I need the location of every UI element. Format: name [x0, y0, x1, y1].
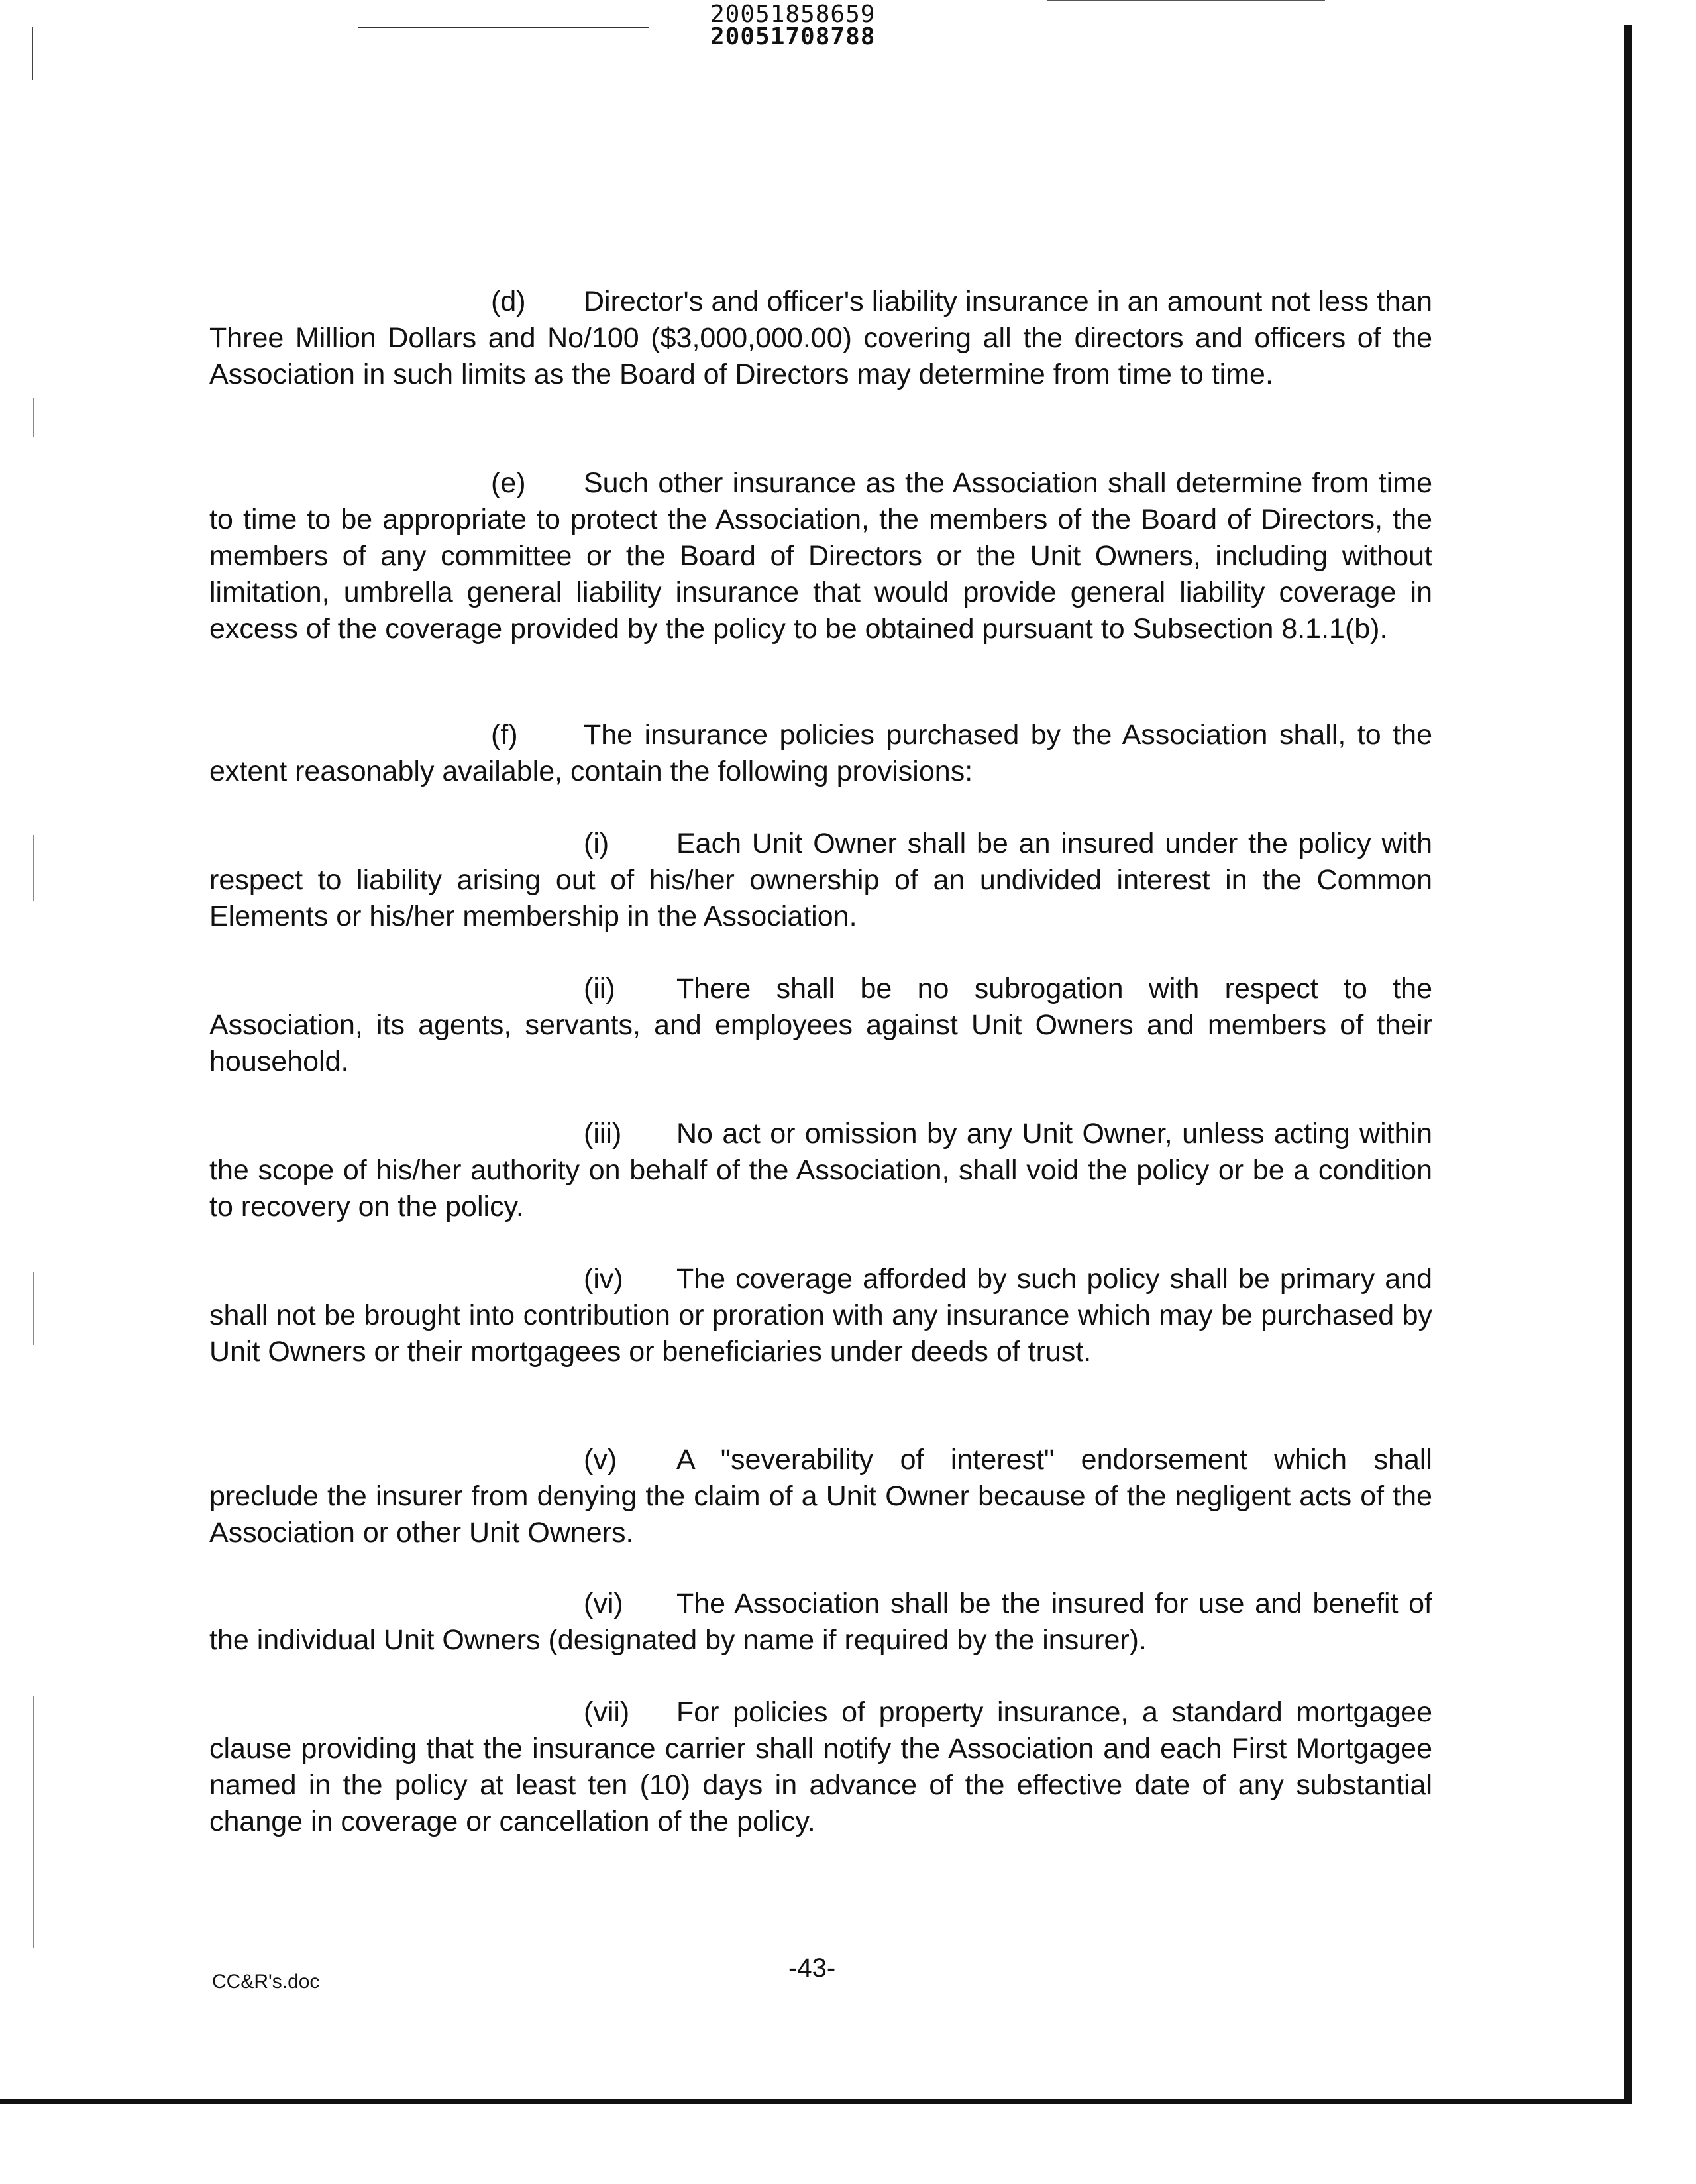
scan-border-left — [32, 27, 33, 80]
provision-i — [209, 826, 1432, 935]
recording-stamp-number: 20051858659 — [710, 1, 876, 28]
scan-border-right — [1624, 25, 1632, 2104]
paragraph-d — [209, 284, 1432, 393]
provision-text: The Association shall be the insured for use and benefit of the individual Unit Owners (designated by name if required by the insurer). — [209, 1588, 1432, 1656]
provision-marker: (iv) — [584, 1263, 623, 1295]
provision-text: A "severability of interest" endorsement which shall preclude the insurer from denying the claim of a Unit Owner because of the negligent acts of the Association or other Unit Owners. — [209, 1444, 1432, 1549]
provision-iii — [209, 1116, 1432, 1225]
provision-v — [209, 1442, 1432, 1551]
footer-filename: CC&R's.doc — [212, 1971, 320, 1993]
provision-text: For policies of property insurance, a standard mortgagee clause providing that the insurance carrier shall notify the Association and each First Mortgagee named in the policy at least ten (10) days in advance of the effective date of any substantial change in coverage or cancellation of the policy. — [209, 1696, 1432, 1837]
page-number: -43- — [788, 1953, 836, 1983]
paragraph-marker: (e) — [491, 467, 526, 499]
scan-top-rule-right — [1047, 0, 1325, 1]
scan-edge-mark — [33, 1272, 34, 1345]
paragraph-text: Director's and officer's liability insurance in an amount not less than Three Million Dollars and No/100 ($3,000,000.00) covering all the directors and officers of the Association in such limits as the Board of Directors may determine from time to time. — [209, 286, 1432, 390]
provision-vi — [209, 1586, 1432, 1659]
scan-edge-mark — [33, 1696, 34, 1948]
paragraph-e — [209, 465, 1432, 647]
provision-ii — [209, 971, 1432, 1080]
provision-marker: (i) — [584, 828, 610, 859]
provision-marker: (vi) — [584, 1588, 623, 1619]
recording-stamp-number: 20051708788 — [710, 23, 876, 50]
provision-text: There shall be no subrogation with respect to the Association, its agents, servants, and employees against Unit Owners and members of their household. — [209, 973, 1432, 1077]
provision-text: Each Unit Owner shall be an insured under the policy with respect to liability arising out of his/her ownership of an undivided interest in the Common Elements or his/her membership in the Association. — [209, 828, 1432, 932]
scan-edge-mark — [33, 835, 34, 901]
paragraph-marker: (d) — [491, 286, 526, 317]
scan-edge-mark — [33, 398, 34, 437]
provision-marker: (ii) — [584, 973, 615, 1005]
paragraph-text: Such other insurance as the Association shall determine from time to time to be appropriate to protect the Association, the members of the Board of Directors, the members of any committee or the Board of Directors or the Unit Owners, including without limitation, umbrella general liability insurance that would provide general liability coverage in excess of the coverage provided by the policy to be obtained pursuant to Subsection 8.1.1(b). — [209, 467, 1432, 645]
provision-vii — [209, 1694, 1432, 1840]
scan-border-bottom — [0, 2099, 1632, 2104]
paragraph-marker: (f) — [491, 719, 518, 751]
scan-top-rule — [358, 27, 649, 28]
provision-marker: (vii) — [584, 1696, 630, 1728]
paragraph-text: The insurance policies purchased by the Association shall, to the extent reasonably available, contain the following provisions: — [209, 719, 1432, 787]
paragraph-f — [209, 717, 1432, 790]
provision-text: The coverage afforded by such policy shall be primary and shall not be brought into contribution or proration with any insurance which may be purchased by Unit Owners or their mortgagees or beneficiaries under deeds of trust. — [209, 1263, 1432, 1368]
provision-iv — [209, 1261, 1432, 1370]
provision-text: No act or omission by any Unit Owner, unless acting within the scope of his/her authority on behalf of the Association, shall void the policy or be a condition to recovery on the policy. — [209, 1118, 1432, 1223]
provision-marker: (v) — [584, 1444, 617, 1476]
provision-marker: (iii) — [584, 1118, 622, 1150]
